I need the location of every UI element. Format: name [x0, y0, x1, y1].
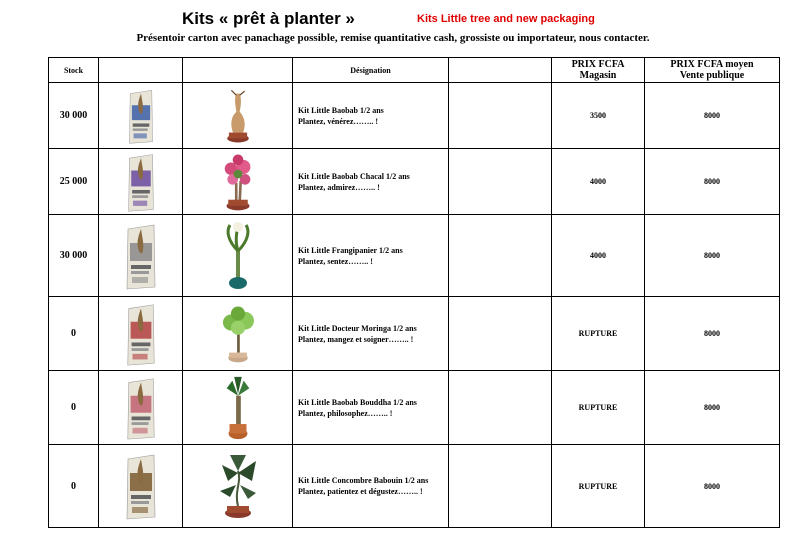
product-slogan: Plantez, admirez…….. !: [298, 182, 380, 192]
pack-image-cell: [99, 371, 183, 445]
table-row: [49, 149, 780, 215]
pack-image-cell: [99, 149, 183, 215]
stock-cell: 0: [49, 445, 99, 528]
public-price-label-1: PRIX FCFA moyen: [670, 59, 754, 70]
table-row: [49, 445, 780, 528]
column-header-empty: [449, 58, 552, 83]
store-price-cell: RUPTURE: [552, 445, 645, 528]
public-price-cell: 8000: [645, 83, 780, 149]
kit-package-image: [124, 218, 158, 294]
kit-package-image: [124, 449, 158, 523]
table-row: [49, 297, 780, 371]
pack-image-cell: [99, 83, 183, 149]
store-price-cell: 4000: [552, 149, 645, 215]
plant-image-cell: [183, 445, 293, 528]
column-header-public-price: [645, 58, 780, 83]
public-price-cell: 8000: [645, 371, 780, 445]
empty-cell: [449, 149, 552, 215]
column-header-store-price: [552, 58, 645, 83]
plant-image-cell: [183, 149, 293, 215]
designation-cell: [293, 371, 449, 445]
product-name: Kit Little Docteur Moringa 1/2 ans: [298, 323, 417, 333]
table-row: [49, 371, 780, 445]
plant-image: [208, 375, 268, 441]
stock-cell: 30 000: [49, 83, 99, 149]
empty-cell: [449, 371, 552, 445]
designation-cell: [293, 445, 449, 528]
column-header-plant-image: [183, 58, 293, 83]
store-price-cell: RUPTURE: [552, 297, 645, 371]
kit-package-image: [124, 151, 158, 213]
packaging-badge: Kits Little tree and new packaging: [417, 13, 595, 25]
empty-cell: [449, 215, 552, 297]
product-name: Kit Little Baobab Bouddha 1/2 ans: [298, 397, 417, 407]
product-name: Kit Little Concombre Babouin 1/2 ans: [298, 476, 429, 485]
table-row: [49, 215, 780, 297]
product-slogan: Plantez, philosophez…….. !: [298, 408, 393, 418]
kit-package-image: [124, 301, 158, 367]
plant-image-cell: [183, 83, 293, 149]
pack-image-cell: [99, 445, 183, 528]
column-header-designation: Désignation: [293, 58, 449, 83]
table-row: [49, 83, 780, 149]
empty-cell: [449, 445, 552, 528]
public-price-cell: 8000: [645, 215, 780, 297]
store-price-cell: 4000: [552, 215, 645, 297]
public-price-label-2: Vente publique: [679, 70, 745, 81]
page-title: Kits « prêt à planter »: [182, 9, 355, 28]
page-subtitle: Présentoir carton avec panachage possible, remise quantitative cash, grossiste ou importateur, nous contacter.: [136, 32, 650, 44]
public-price-cell: 8000: [645, 149, 780, 215]
designation-cell: [293, 149, 449, 215]
pack-image-cell: [99, 297, 183, 371]
empty-cell: [449, 83, 552, 149]
product-table: [48, 57, 780, 528]
product-slogan: Plantez, sentez…….. !: [298, 256, 373, 266]
empty-cell: [449, 297, 552, 371]
stock-cell: 30 000: [49, 215, 99, 297]
store-price-cell: RUPTURE: [552, 371, 645, 445]
store-price-label-1: PRIX FCFA: [571, 59, 625, 70]
title-line: [0, 9, 786, 31]
store-price-label-2: Magasin: [579, 70, 617, 81]
stock-cell: 25 000: [49, 149, 99, 215]
product-slogan: Plantez, vénérez…….. !: [298, 116, 379, 126]
plant-image: [208, 303, 268, 365]
store-price-cell: 3500: [552, 83, 645, 149]
kit-package-image: [124, 87, 158, 145]
designation-cell: [293, 215, 449, 297]
designation-cell: [293, 297, 449, 371]
plant-image: [208, 449, 268, 523]
product-name: Kit Little Baobab Chacal 1/2 ans: [298, 171, 410, 181]
designation-cell: [293, 83, 449, 149]
kit-package-image: [124, 375, 158, 441]
public-price-cell: 8000: [645, 297, 780, 371]
product-slogan: Plantez, mangez et soigner…….. !: [298, 334, 414, 344]
plant-image: [208, 87, 268, 145]
product-name: Kit Little Baobab 1/2 ans: [298, 105, 384, 115]
column-header-pack-image: [99, 58, 183, 83]
pack-image-cell: [99, 215, 183, 297]
column-header-stock: Stock: [49, 58, 99, 83]
product-name: Kit Little Frangipanier 1/2 ans: [298, 245, 403, 255]
stock-cell: 0: [49, 371, 99, 445]
plant-image-cell: [183, 215, 293, 297]
plant-image: [208, 151, 268, 213]
product-slogan: Plantez, patientez et dégustez…….. !: [298, 487, 423, 496]
table-header-row: [49, 58, 780, 83]
stock-cell: 0: [49, 297, 99, 371]
plant-image-cell: [183, 371, 293, 445]
plant-image-cell: [183, 297, 293, 371]
public-price-cell: 8000: [645, 445, 780, 528]
plant-image: [208, 218, 268, 294]
